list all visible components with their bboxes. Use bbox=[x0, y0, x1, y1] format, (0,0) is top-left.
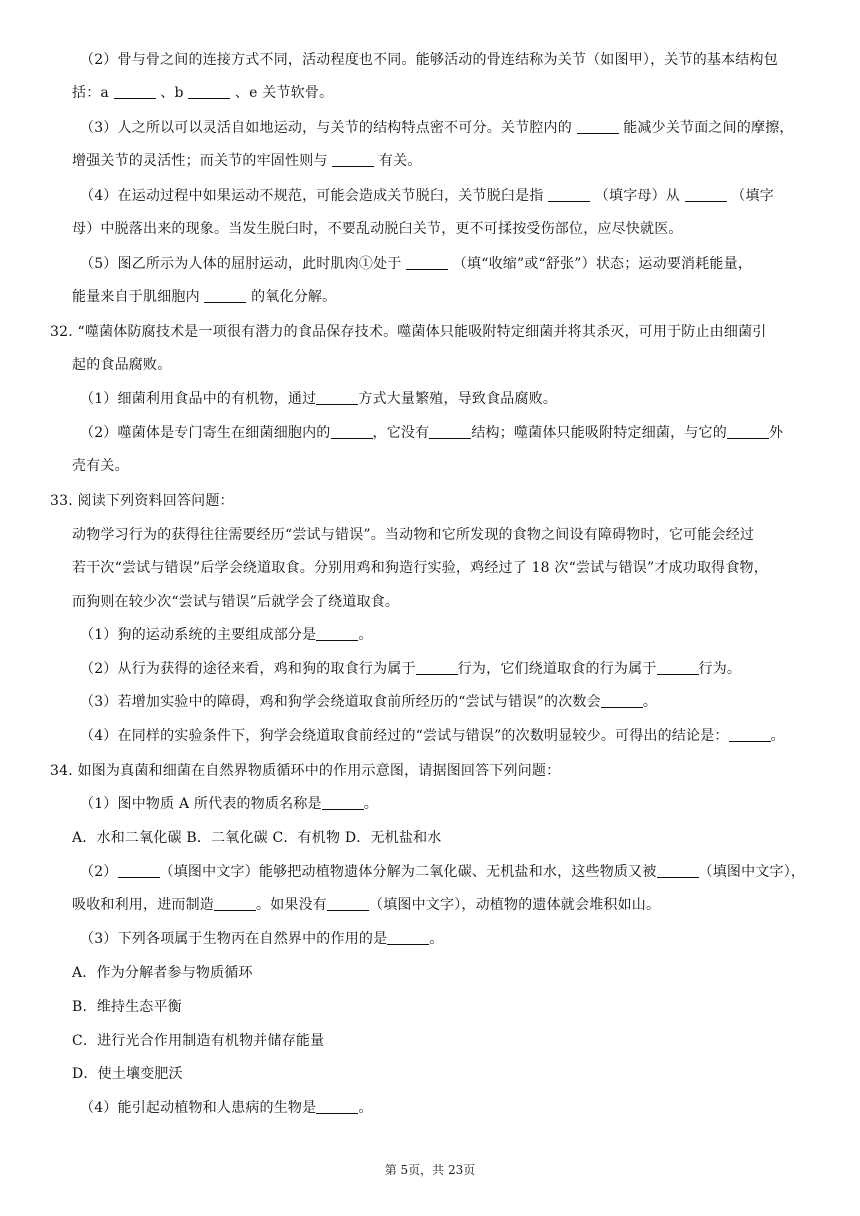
answer-blank[interactable] bbox=[577, 119, 619, 134]
text-segment: 而狗则在较少次“尝试与错误”后就学会了绕道取食。 bbox=[72, 594, 400, 610]
text-segment: （填图中文字）， bbox=[698, 864, 806, 880]
text-segment: 外 bbox=[768, 425, 784, 441]
text-line bbox=[72, 151, 422, 171]
answer-blank[interactable] bbox=[316, 626, 358, 641]
text-line bbox=[72, 525, 754, 545]
answer-blank[interactable] bbox=[118, 863, 160, 878]
answer-blank[interactable] bbox=[188, 84, 230, 99]
text-segment: （3）若增加实验中的障碍，鸡和狗学会绕道取食前所经历的“尝试与错误”的次数会 bbox=[80, 694, 601, 710]
text-segment: 。 bbox=[770, 728, 785, 744]
text-line bbox=[80, 186, 774, 206]
answer-blank[interactable] bbox=[657, 660, 699, 675]
text-segment: （1）图中物质 A 所代表的物质名称是 bbox=[80, 796, 322, 812]
answer-blank[interactable] bbox=[204, 288, 246, 303]
text-segment: 结构；噬菌体只能吸附特定细菌，与它的 bbox=[471, 425, 727, 441]
text-segment: 增强关节的灵活性；而关节的牢固性则与 bbox=[72, 153, 333, 169]
text-segment: （填图中文字）能够把动植物遗体分解为二氧化碳、无机盐和水，这些物质又被 bbox=[159, 864, 657, 880]
text-line bbox=[72, 997, 182, 1017]
text-segment: （2）骨与骨之间的连接方式不同，活动程度也不同。能够活动的骨连结称为关节（如图甲），关节的基本结构包 bbox=[80, 52, 778, 68]
text-line bbox=[80, 625, 373, 645]
answer-blank[interactable] bbox=[114, 84, 156, 99]
text-segment: 。 bbox=[642, 694, 658, 710]
text-segment: （4）能引起动植物和人患病的生物是 bbox=[80, 1100, 317, 1116]
text-line bbox=[80, 659, 741, 679]
answer-blank[interactable] bbox=[331, 424, 373, 439]
text-segment: 壳有关。 bbox=[72, 458, 129, 474]
text-segment: 能量来自于肌细胞内 bbox=[72, 289, 205, 305]
text-segment: （4）在运动过程中如果运动不规范，可能会造成关节脱臼，关节脱臼是指 bbox=[80, 188, 549, 204]
text-segment: 。 bbox=[358, 627, 373, 643]
text-line bbox=[72, 83, 333, 103]
answer-blank[interactable] bbox=[322, 795, 364, 810]
text-segment: 方式大量繁殖，导致食品腐败。 bbox=[358, 391, 558, 407]
text-line bbox=[80, 423, 783, 443]
text-segment: C．进行光合作用制造有机物并储存能量 bbox=[72, 1033, 325, 1049]
text-segment: （2）从行为获得的途径来看，鸡和狗的取食行为属于 bbox=[80, 661, 416, 677]
text-line bbox=[50, 322, 766, 342]
answer-blank[interactable] bbox=[332, 152, 374, 167]
text-line bbox=[80, 794, 378, 814]
text-segment: （填字 bbox=[726, 188, 774, 204]
text-line bbox=[80, 389, 557, 409]
text-segment: （3）人之所以可以灵活自如地运动，与关节的结构特点密不可分。关节腔内的 bbox=[80, 120, 577, 136]
text-line bbox=[80, 692, 657, 712]
answer-blank[interactable] bbox=[327, 896, 369, 911]
text-line bbox=[72, 1064, 183, 1084]
text-segment: D．使土壤变肥沃 bbox=[72, 1066, 183, 1082]
answer-blank[interactable] bbox=[729, 727, 771, 742]
text-segment: （2） bbox=[80, 864, 118, 880]
answer-blank[interactable] bbox=[685, 187, 727, 202]
text-segment: 。如果没有 bbox=[256, 897, 327, 913]
text-line bbox=[50, 491, 234, 511]
text-segment: B．维持生态平衡 bbox=[72, 999, 182, 1015]
answer-blank[interactable] bbox=[387, 930, 429, 945]
text-segment: （5）图乙所示为人体的屈肘运动，此时肌肉①处于 bbox=[80, 256, 407, 272]
text-segment: 有关。 bbox=[374, 153, 422, 169]
text-segment: 动物学习行为的获得往往需要经历“尝试与错误”。当动物和它所发现的食物之间设有障碍物时，它可能会经过 bbox=[72, 527, 755, 543]
text-segment: 括：a bbox=[72, 85, 114, 101]
text-segment: 。 bbox=[358, 1100, 373, 1116]
text-line bbox=[80, 929, 444, 949]
text-line bbox=[72, 1031, 324, 1051]
text-line bbox=[72, 592, 399, 612]
text-segment: （填图中文字），动植物的遗体就会堆积如山。 bbox=[369, 897, 661, 913]
text-segment: 、e 关节软骨。 bbox=[230, 85, 334, 101]
text-line bbox=[50, 761, 560, 781]
page-footer: 第 5页，共 23页 bbox=[384, 1163, 476, 1177]
text-segment: （1）细菌利用食品中的有机物，通过 bbox=[80, 391, 317, 407]
text-segment: 能减少关节面之间的摩擦， bbox=[618, 120, 794, 136]
text-segment: A．水和二氧化碳 B．二氧化碳 C．有机物 D．无机盐和水 bbox=[72, 830, 442, 846]
text-line bbox=[80, 118, 794, 138]
text-segment: 、b bbox=[155, 85, 189, 101]
text-segment: （2）噬菌体是专门寄生在细菌细胞内的 bbox=[80, 425, 331, 441]
answer-blank[interactable] bbox=[548, 187, 590, 202]
text-segment: 。 bbox=[429, 931, 444, 947]
text-line bbox=[80, 254, 752, 274]
text-segment: （填字母）从 bbox=[590, 188, 685, 204]
text-segment: 34. 如图为真菌和细菌在自然界物质循环中的作用示意图，请据图回答下列问题： bbox=[50, 763, 561, 779]
text-line bbox=[72, 558, 768, 578]
answer-blank[interactable] bbox=[214, 896, 256, 911]
text-segment: 吸收和利用，进而制造 bbox=[72, 897, 214, 913]
text-segment: 若干次“尝试与错误”后学会绕道取食。分别用鸡和狗造行实验，鸡经过了 18 次“尝试与错误”才成功取得食物， bbox=[72, 560, 768, 576]
text-segment: （1）狗的运动系统的主要组成部分是 bbox=[80, 627, 317, 643]
text-segment: 33. 阅读下列资料回答问题： bbox=[50, 493, 234, 509]
text-segment: ，它没有 bbox=[372, 425, 430, 441]
text-line bbox=[72, 355, 171, 375]
text-line bbox=[80, 726, 785, 746]
answer-blank[interactable] bbox=[316, 390, 358, 405]
answer-blank[interactable] bbox=[601, 693, 643, 708]
text-line bbox=[80, 862, 805, 882]
answer-blank[interactable] bbox=[416, 660, 458, 675]
text-segment: （填“收缩”或“舒张”）状态；运动要消耗能量， bbox=[448, 256, 753, 272]
text-segment: （3）下列各项属于生物丙在自然界中的作用的是 bbox=[80, 931, 388, 947]
text-line bbox=[72, 828, 441, 848]
text-segment: （4）在同样的实验条件下，狗学会绕道取食前经过的“尝试与错误”的次数明显较少。可得出的结论是： bbox=[80, 728, 729, 744]
text-segment: 。 bbox=[363, 796, 378, 812]
text-line bbox=[72, 456, 129, 476]
text-segment: 母）中脱落出来的现象。当发生脱臼时，不要乱动脱臼关节，更不可揉按受伤部位，应尽快就医。 bbox=[72, 221, 683, 237]
answer-blank[interactable] bbox=[727, 424, 769, 439]
text-segment: 的氧化分解。 bbox=[246, 289, 337, 305]
text-segment: 行为，它们绕道取食的行为属于 bbox=[457, 661, 657, 677]
text-line bbox=[72, 895, 660, 915]
text-segment: 32. “噬菌体防腐技术是一项很有潜力的食品保存技术。噬菌体只能吸附特定细菌并将其杀灭，可用于防止由细菌引 bbox=[50, 324, 767, 340]
text-segment: 起的食品腐败。 bbox=[72, 357, 172, 373]
answer-blank[interactable] bbox=[316, 1099, 358, 1114]
text-line bbox=[80, 1098, 373, 1118]
text-line bbox=[72, 963, 253, 983]
text-line bbox=[72, 287, 336, 307]
answer-blank[interactable] bbox=[406, 255, 448, 270]
answer-blank[interactable] bbox=[429, 424, 471, 439]
text-segment: 行为。 bbox=[698, 661, 742, 677]
text-line bbox=[80, 50, 778, 70]
answer-blank[interactable] bbox=[657, 863, 699, 878]
text-segment: A．作为分解者参与物质循环 bbox=[72, 965, 253, 981]
text-line bbox=[72, 219, 683, 239]
